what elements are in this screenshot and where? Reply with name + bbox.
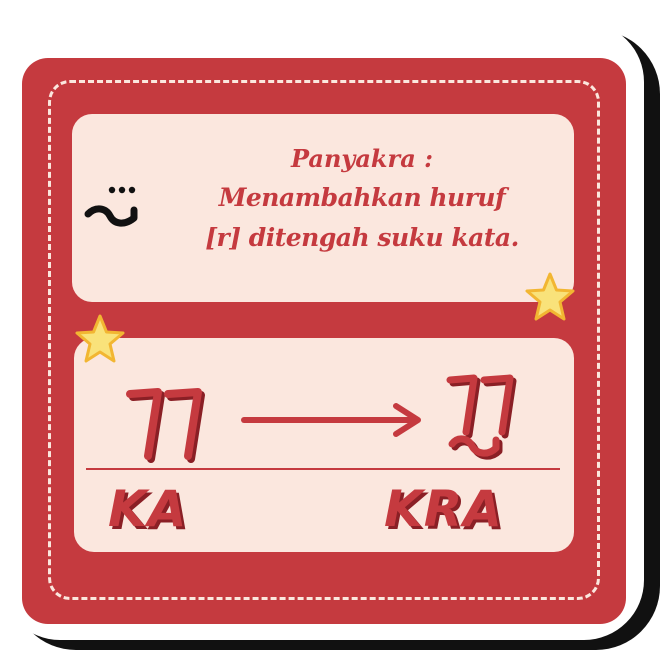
divider-line — [86, 468, 560, 470]
star-icon — [72, 312, 128, 368]
star-icon — [522, 270, 578, 326]
description-line-1: Menambahkan huruf — [218, 183, 506, 212]
description-line-2: [r] ditengah suku kata. — [205, 223, 519, 252]
panyakra-glyph-icon — [82, 180, 154, 240]
javanese-ka-glyph-icon — [122, 384, 212, 464]
definition-text — [152, 140, 572, 258]
syllable-before-label: KA — [108, 480, 188, 538]
arrow-right-icon — [240, 402, 424, 438]
page-title: Panyakra : — [291, 144, 433, 173]
syllable-after-label: KRA — [384, 480, 503, 538]
javanese-kra-glyph-icon — [440, 372, 530, 468]
